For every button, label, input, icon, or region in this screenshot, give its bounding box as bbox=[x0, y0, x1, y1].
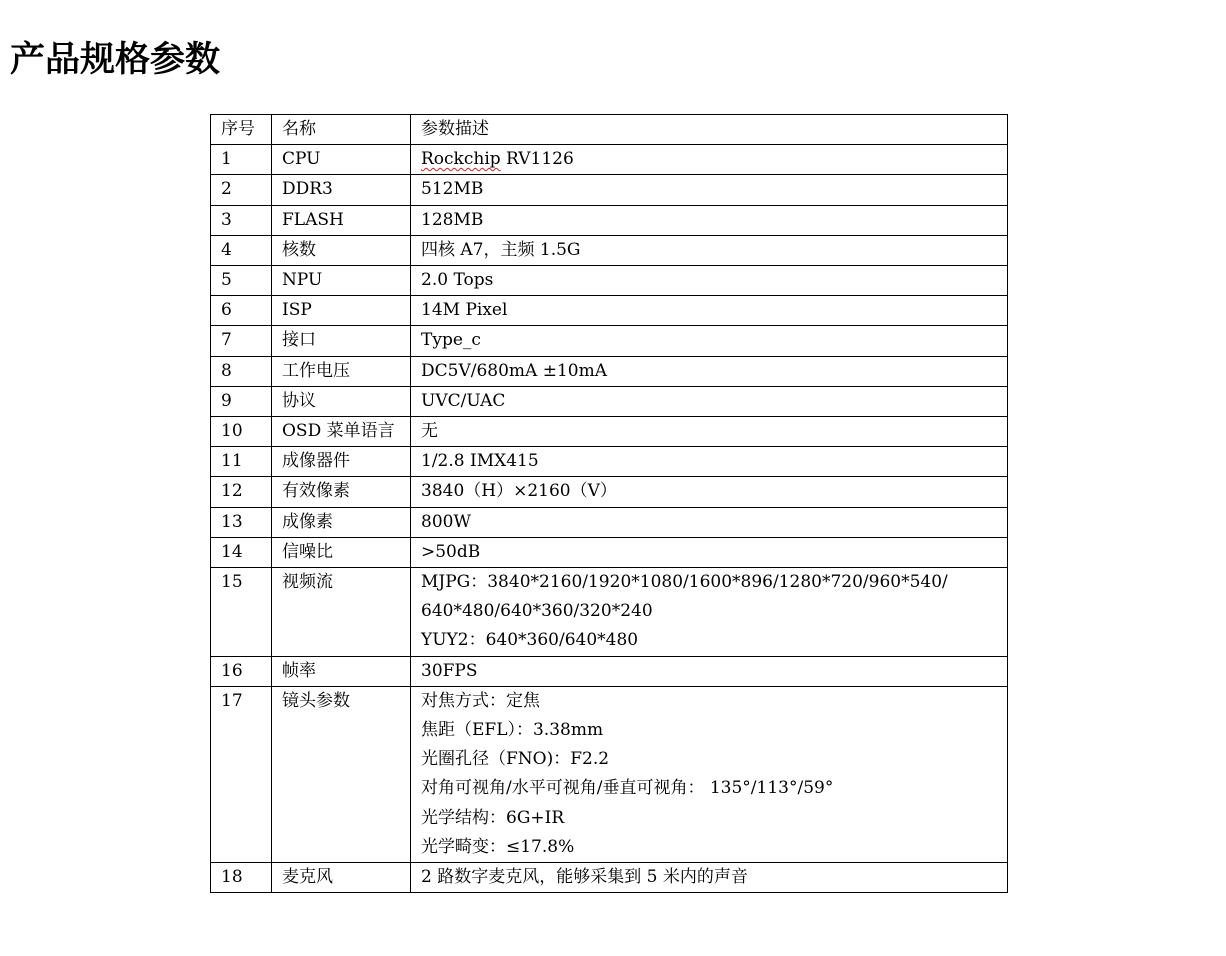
description-line: Rockchip RV1126 bbox=[421, 149, 574, 170]
table-row bbox=[211, 356, 1008, 386]
table-row bbox=[211, 266, 1008, 296]
row-number: 16 bbox=[211, 656, 272, 686]
row-name: 视频流 bbox=[272, 568, 411, 657]
row-number: 17 bbox=[211, 686, 272, 862]
row-description bbox=[411, 266, 1008, 296]
row-description bbox=[411, 356, 1008, 386]
description-line: 四核 A7，主频 1.5G bbox=[421, 239, 581, 260]
row-name: 接口 bbox=[272, 326, 411, 356]
row-name: DDR3 bbox=[272, 175, 411, 205]
row-description bbox=[411, 568, 1008, 657]
table-row bbox=[211, 235, 1008, 265]
row-description bbox=[411, 477, 1008, 507]
row-name: 协议 bbox=[272, 386, 411, 416]
row-number: 14 bbox=[211, 537, 272, 567]
row-number: 4 bbox=[211, 235, 272, 265]
row-description bbox=[411, 863, 1008, 893]
row-name: FLASH bbox=[272, 205, 411, 235]
description-line: 对角可视角/水平可视角/垂直可视角： 135°/113°/59° bbox=[421, 778, 834, 799]
row-number: 13 bbox=[211, 507, 272, 537]
table-row bbox=[211, 386, 1008, 416]
description-line: >50dB bbox=[421, 541, 481, 562]
spellcheck-word: Rockchip bbox=[421, 149, 501, 170]
row-number: 8 bbox=[211, 356, 272, 386]
description-line: DC5V/680mA ±10mA bbox=[421, 360, 607, 381]
table-header-row bbox=[211, 115, 1008, 145]
header-desc: 参数描述 bbox=[411, 115, 1008, 145]
row-number: 12 bbox=[211, 477, 272, 507]
spec-table bbox=[210, 114, 1008, 893]
row-description bbox=[411, 447, 1008, 477]
row-name: 核数 bbox=[272, 235, 411, 265]
row-number: 3 bbox=[211, 205, 272, 235]
row-description bbox=[411, 205, 1008, 235]
row-description bbox=[411, 417, 1008, 447]
table-row bbox=[211, 477, 1008, 507]
row-description bbox=[411, 656, 1008, 686]
row-number: 18 bbox=[211, 863, 272, 893]
description-line: 14M Pixel bbox=[421, 300, 508, 321]
description-line: 640*480/640*360/320*240 bbox=[421, 601, 653, 622]
row-number: 15 bbox=[211, 568, 272, 657]
description-line: 128MB bbox=[421, 209, 484, 230]
row-name: 成像器件 bbox=[272, 447, 411, 477]
table-row bbox=[211, 447, 1008, 477]
row-name: 工作电压 bbox=[272, 356, 411, 386]
row-number: 6 bbox=[211, 296, 272, 326]
row-description bbox=[411, 296, 1008, 326]
row-name: CPU bbox=[272, 145, 411, 175]
table-row bbox=[211, 537, 1008, 567]
table-row bbox=[211, 863, 1008, 893]
page-title: 产品规格参数 bbox=[10, 39, 221, 80]
description-line: Type_c bbox=[421, 330, 481, 351]
row-description bbox=[411, 537, 1008, 567]
description-line: 光圈孔径（FNO)：F2.2 bbox=[421, 749, 610, 770]
row-name: 帧率 bbox=[272, 656, 411, 686]
description-line: 焦距（EFL）：3.38mm bbox=[421, 720, 604, 741]
description-line: 800W bbox=[421, 511, 471, 532]
row-name: NPU bbox=[272, 266, 411, 296]
row-number: 10 bbox=[211, 417, 272, 447]
description-line: 2 路数字麦克风，能够采集到 5 米内的声音 bbox=[421, 867, 748, 888]
table-row bbox=[211, 568, 1008, 657]
header-name: 名称 bbox=[272, 115, 411, 145]
row-name: 麦克风 bbox=[272, 863, 411, 893]
table-row bbox=[211, 656, 1008, 686]
row-name: 成像素 bbox=[272, 507, 411, 537]
table-row bbox=[211, 507, 1008, 537]
description-line: 30FPS bbox=[421, 660, 478, 681]
description-line: 光学畸变：≤17.8% bbox=[421, 836, 575, 857]
row-description bbox=[411, 386, 1008, 416]
row-name: 镜头参数 bbox=[272, 686, 411, 862]
description-line: 512MB bbox=[421, 179, 484, 200]
table-body bbox=[211, 145, 1008, 893]
description-line: 对焦方式：定焦 bbox=[421, 690, 540, 711]
row-number: 5 bbox=[211, 266, 272, 296]
row-description bbox=[411, 145, 1008, 175]
table-row bbox=[211, 296, 1008, 326]
row-name: 有效像素 bbox=[272, 477, 411, 507]
row-name: OSD 菜单语言 bbox=[272, 417, 411, 447]
description-line: MJPG：3840*2160/1920*1080/1600*896/1280*720/960*540/ bbox=[421, 572, 948, 593]
row-number: 1 bbox=[211, 145, 272, 175]
row-name: 信噪比 bbox=[272, 537, 411, 567]
table-row bbox=[211, 175, 1008, 205]
row-description bbox=[411, 686, 1008, 862]
table-row bbox=[211, 417, 1008, 447]
row-name: ISP bbox=[272, 296, 411, 326]
row-number: 2 bbox=[211, 175, 272, 205]
row-description bbox=[411, 507, 1008, 537]
description-line: 2.0 Tops bbox=[421, 270, 494, 291]
row-description bbox=[411, 175, 1008, 205]
table-row bbox=[211, 145, 1008, 175]
row-number: 11 bbox=[211, 447, 272, 477]
table-row bbox=[211, 326, 1008, 356]
description-line: UVC/UAC bbox=[421, 390, 506, 411]
description-line: 3840（H）×2160（V） bbox=[421, 481, 617, 502]
description-line: 1/2.8 IMX415 bbox=[421, 451, 539, 472]
header-no: 序号 bbox=[211, 115, 272, 145]
description-line: 光学结构：6G+IR bbox=[421, 807, 565, 828]
description-line: YUY2：640*360/640*480 bbox=[421, 630, 639, 651]
row-number: 7 bbox=[211, 326, 272, 356]
table-row bbox=[211, 205, 1008, 235]
table-row bbox=[211, 686, 1008, 862]
description-line: 无 bbox=[421, 421, 438, 442]
row-description bbox=[411, 326, 1008, 356]
row-description bbox=[411, 235, 1008, 265]
row-number: 9 bbox=[211, 386, 272, 416]
